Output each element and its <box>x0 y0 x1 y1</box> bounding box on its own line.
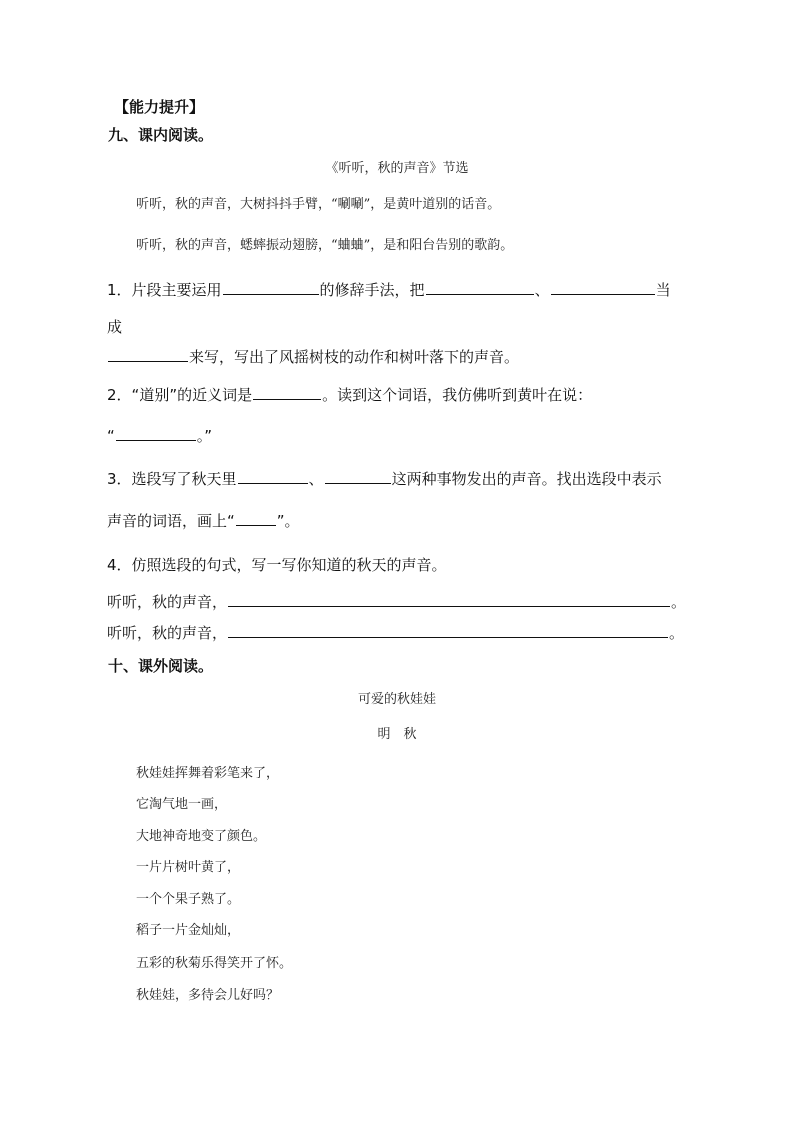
question-4-answer-line-2: 听听，秋的声音， 。 <box>107 624 685 642</box>
question-3-line-2: 声音的词语，画上“ ”。 <box>107 512 300 530</box>
poem-line-7: 五彩的秋菊乐得笑开了怀。 <box>136 956 293 971</box>
answer-blank-1d[interactable] <box>108 347 188 362</box>
question-2-line-1: 2．“道别”的近义词是 。读到这个词语，我仿佛听到黄叶在说： <box>107 386 593 404</box>
question-1-line-3: 来写，写出了风摇树枝的动作和树叶落下的声音。 <box>107 346 519 367</box>
poem-line-3: 大地神奇地变了颜色。 <box>136 829 267 844</box>
passage-title: 《听听，秋的声音》节选 <box>325 161 469 176</box>
poem-line-5: 一个个果子熟了。 <box>136 892 241 907</box>
part9-heading: 九、课内阅读。 <box>108 126 214 144</box>
poem-line-2: 它淘气地一画， <box>136 797 228 812</box>
passage-line-2: 听听，秋的声音，蟋蟀振动翅膀，“蛐蛐”，是和阳台告别的歌韵。 <box>136 238 514 253</box>
question-4-answer-line-1: 听听，秋的声音， 。 <box>107 593 687 611</box>
poem-line-8: 秋娃娃，多待会儿好吗？ <box>136 988 280 1003</box>
section-header: 【能力提升】 <box>114 98 205 116</box>
poem-line-1: 秋娃娃挥舞着彩笔来了， <box>136 766 280 781</box>
answer-blank-3b[interactable] <box>325 469 391 484</box>
question-4-prompt: 4．仿照选段的句式，写一写你知道的秋天的声音。 <box>107 556 447 574</box>
answer-line-4b[interactable] <box>228 623 668 638</box>
question-1-line-1: 1．片段主要运用 的修辞手法，把 、 当 <box>107 281 671 299</box>
answer-blank-3a[interactable] <box>238 469 308 484</box>
poem-author: 明 秋 <box>377 727 417 742</box>
poem-title: 可爱的秋娃娃 <box>357 692 436 707</box>
answer-blank-1a[interactable] <box>223 280 319 295</box>
answer-blank-2a[interactable] <box>253 385 321 400</box>
question-1-line-2: 成 <box>107 318 123 336</box>
question-3-line-1: 3．选段写了秋天里 、 这两种事物发出的声音。找出选段中表示 <box>107 470 662 488</box>
part10-heading: 十、课外阅读。 <box>108 657 214 675</box>
answer-line-4a[interactable] <box>228 592 670 607</box>
passage-line-1: 听听，秋的声音，大树抖抖手臂，“唰唰”，是黄叶道别的话音。 <box>136 197 501 212</box>
answer-blank-1b[interactable] <box>426 280 534 295</box>
poem-line-6: 稻子一片金灿灿， <box>136 923 241 938</box>
poem-line-4: 一片片树叶黄了， <box>136 860 241 875</box>
question-2-line-2: “ 。” <box>107 427 213 445</box>
answer-blank-3c[interactable] <box>236 511 276 526</box>
answer-blank-2b[interactable] <box>116 426 196 441</box>
answer-blank-1c[interactable] <box>551 280 655 295</box>
